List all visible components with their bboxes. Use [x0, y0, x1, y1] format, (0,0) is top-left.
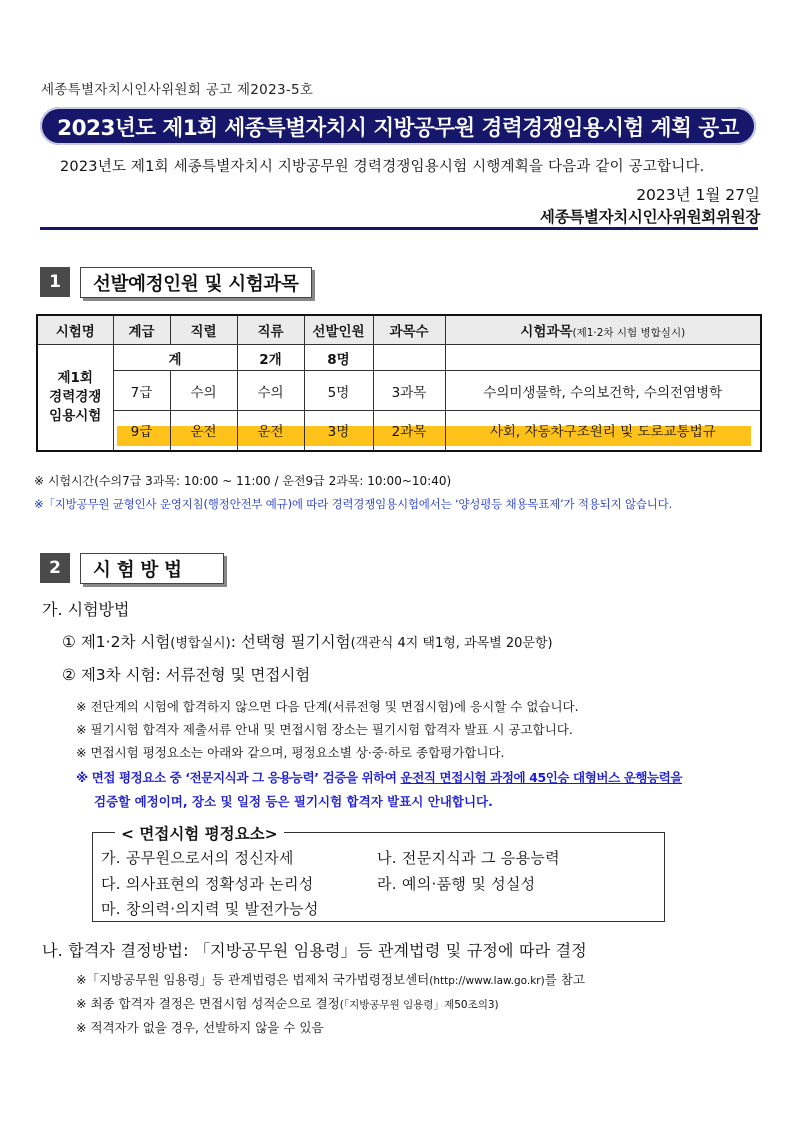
- col-header-subject-count: 과목수: [373, 315, 445, 345]
- cell-subject-count: 2과목: [373, 411, 445, 451]
- notice-date: 2023년 1월 27일: [636, 186, 760, 204]
- section2-number: 2: [40, 553, 70, 583]
- cell-class: 수의: [237, 371, 304, 411]
- total-label: 계: [113, 345, 237, 371]
- subject-header-note: (제1·2차 시험 병합실시): [572, 327, 686, 339]
- method-note-1: ※ 전단계의 시험에 합격하지 않으면 다음 단계(서류전형 및 면접시험)에 응시할 수 없습니다.: [76, 699, 579, 714]
- table-row-total: [37, 345, 761, 371]
- intro-text: 2023년도 제1회 세종특별자치시 지방공무원 경력경쟁임용시험 시행계획을 다음과 같이 공고합니다.: [60, 159, 705, 175]
- col-header-subjects: 시험과목(제1·2차 시험 병합실시): [445, 315, 761, 345]
- exam-time-note: ※ 시험시간(수의7급 3과목: 10:00 ~ 11:00 / 운전9급 2과목: 10:00~10:40): [34, 474, 452, 488]
- cell-subject-count: 3과목: [373, 371, 445, 411]
- cell-series: 수의: [170, 371, 237, 411]
- exam-step-1: ① 제1·2차 시험(병합실시): 선택형 필기시험(객관식 4지 택1형, 과목별 20문항): [62, 633, 553, 651]
- cell-grade: 9급: [113, 411, 170, 451]
- criteria-item: 가. 공무원으로서의 정신자세: [101, 849, 294, 867]
- header-divider: [40, 227, 758, 230]
- section1-heading: [40, 267, 312, 298]
- decision-note-1: ※「지방공무원 임용령」등 관계법령은 법제처 국가법령정보센터(http://www.law.go.kr)를 참고: [76, 972, 585, 987]
- method-note-3: ※ 면접시험 평정요소는 아래와 같으며, 평정요소별 상·중·하로 종합평가합니다.: [76, 745, 505, 760]
- decision-note-2: ※ 최종 합격자 결정은 면접시험 성적순으로 결정(「지방공무원 임용령」제50조의3): [76, 996, 499, 1011]
- decision-note-3: ※ 적격자가 없을 경우, 선발하지 않을 수 있음: [76, 1020, 324, 1035]
- criteria-item: 나. 전문지식과 그 응용능력: [377, 849, 560, 867]
- selection-table: [36, 314, 762, 452]
- interview-criteria-box: [92, 825, 665, 922]
- col-header-count: 선발인원: [304, 315, 373, 345]
- method-note-2: ※ 필기시험 합격자 제출서류 안내 및 면접시험 장소는 필기시험 합격자 발표 시 공고합니다.: [76, 722, 573, 737]
- criteria-item: 라. 예의·품행 및 성실성: [377, 875, 536, 893]
- col-header-exam: 시험명: [37, 315, 113, 345]
- notice-number: 세종특별자치시인사위원회 공고 제2023-5호: [41, 82, 314, 98]
- cell-subjects: 사회, 자동차구조원리 및 도로교통법규: [445, 411, 761, 451]
- total-class-count: 2개: [237, 345, 304, 371]
- col-header-class: 직류: [237, 315, 304, 345]
- section2-heading: [40, 553, 224, 584]
- cell-count: 5명: [304, 371, 373, 411]
- cell-subjects: 수의미생물학, 수의보건학, 수의전염병학: [445, 371, 761, 411]
- table-header-row: [37, 315, 761, 345]
- cell-series: 운전: [170, 411, 237, 451]
- subsection-b-title: 나. 합격자 결정방법: 「지방공무원 임용령」등 관계법령 및 규정에 따라 결정: [42, 941, 587, 960]
- criteria-item: 다. 의사표현의 정확성과 논리성: [101, 875, 314, 893]
- cell-count: 3명: [304, 411, 373, 451]
- cell-class: 운전: [237, 411, 304, 451]
- total-count: 8명: [304, 345, 373, 371]
- interview-blue-note-line2: 검증할 예정이며, 장소 및 일정 등은 필기시험 합격자 발표시 안내합니다.: [94, 794, 493, 809]
- gender-equality-note: ※「지방공무원 균형인사 운영지침(행정안전부 예규)에 따라 경력경쟁임용시험에서는 ‘양성평등 채용목표제’가 적용되지 않습니다.: [34, 497, 673, 511]
- table-row-highlighted: [37, 411, 761, 451]
- section1-number: 1: [40, 267, 70, 297]
- criteria-item: 마. 창의력·의지력 및 발전가능성: [101, 900, 319, 918]
- page-title: 2023년도 제1회 세종특별자치시 지방공무원 경력경쟁임용시험 계획 공고: [40, 107, 756, 145]
- signer: 세종특별자치시인사위원회위원장: [539, 208, 760, 226]
- exam-step-2: ② 제3차 시험: 서류전형 및 면접시험: [62, 666, 311, 684]
- interview-blue-note-line1: ※ 면접 평정요소 중 ‘전문지식과 그 응용능력’ 검증을 위하여 운전직 면접시험 과정에 45인승 대형버스 운행능력을: [76, 770, 683, 785]
- table-row: [37, 371, 761, 411]
- exam-name-cell: 제1회 경력경쟁 임용시험: [37, 345, 113, 451]
- section1-title: 선발예정인원 및 시험과목: [80, 267, 312, 298]
- col-header-grade: 계급: [113, 315, 170, 345]
- subsection-a-title: 가. 시험방법: [42, 600, 130, 619]
- col-header-series: 직렬: [170, 315, 237, 345]
- section2-title: 시 험 방 법: [80, 553, 224, 584]
- interview-criteria-title: < 면접시험 평정요소>: [115, 822, 284, 844]
- cell-grade: 7급: [113, 371, 170, 411]
